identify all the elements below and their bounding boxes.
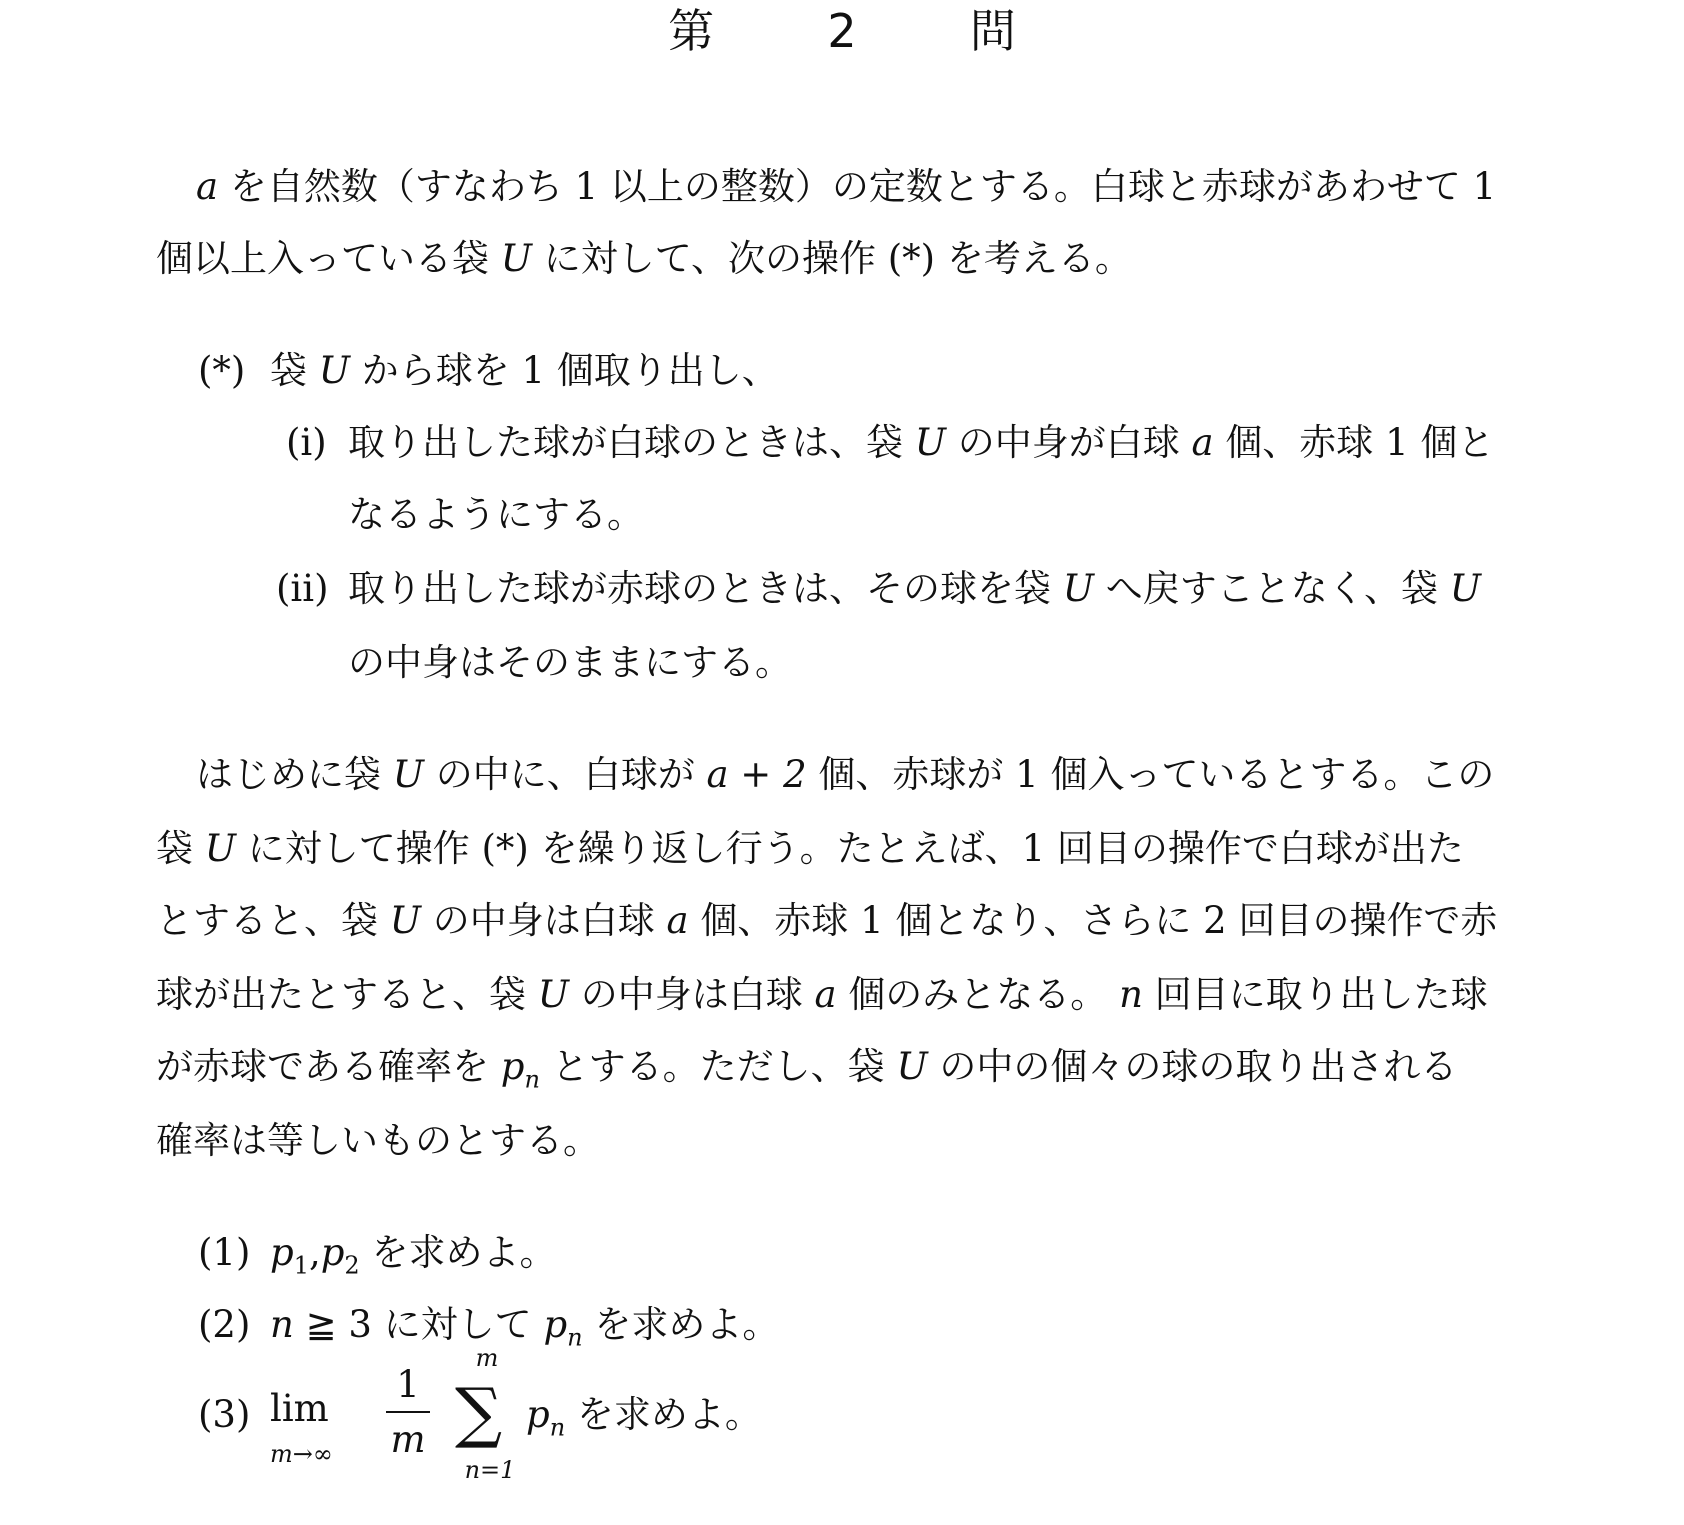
fraction-denominator: m	[390, 1418, 426, 1461]
body-line-5	[156, 1045, 1458, 1094]
var-n: n	[270, 1303, 294, 1346]
subscript-1: 1	[293, 1251, 309, 1280]
case-i-text-a: 取り出した球が白球のときは、袋	[348, 421, 903, 464]
question-1-label: (1)	[198, 1231, 251, 1274]
intro-text-2a: 個以上入っている袋	[156, 237, 489, 280]
var-p2	[320, 1231, 360, 1280]
intro-line-1	[196, 165, 1497, 208]
var-n: n	[1119, 973, 1143, 1016]
var-a: a	[196, 165, 219, 208]
intro-line-2	[156, 237, 1132, 280]
sum-upper-limit: m	[475, 1344, 499, 1372]
body-text: とする。ただし、袋	[551, 1045, 885, 1088]
operation-text-b: から球を 1 個取り出し、	[361, 349, 779, 392]
fraction-bar	[386, 1411, 430, 1413]
question-text: を求めよ。	[371, 1231, 557, 1274]
var-a: a	[814, 973, 837, 1016]
limit-expression	[270, 1344, 762, 1516]
operation-text-a: 袋	[270, 349, 307, 392]
question-text: に対して	[383, 1303, 532, 1346]
var-p1	[270, 1231, 309, 1280]
var-u: U	[204, 827, 236, 870]
var-pn	[526, 1393, 566, 1442]
question-2-label: (2)	[198, 1303, 251, 1346]
case-i-label: (i)	[286, 421, 327, 464]
var-u: U	[896, 1045, 928, 1088]
title-char-2: 2	[827, 4, 857, 58]
body-line-6: 確率は等しいものとする。	[156, 1119, 600, 1162]
question-text: を求めよ。	[594, 1303, 780, 1346]
case-i-line-1	[348, 421, 1495, 464]
operation-label: (*)	[198, 349, 246, 392]
body-text: 個、赤球 1 個となり、さらに 2 回目の操作で赤	[700, 899, 1498, 942]
body-text: が赤球である確率を	[156, 1045, 489, 1088]
operation-line	[270, 349, 779, 392]
var-u: U	[392, 753, 424, 796]
body-line-4	[156, 973, 1488, 1016]
case-i-text-b: の中身が白球	[957, 421, 1180, 464]
page-title	[0, 4, 1684, 58]
body-text: とすると、袋	[156, 899, 378, 942]
body-text: 個のみとなる。	[848, 973, 1108, 1016]
lim-subscript: m→∞	[270, 1440, 333, 1468]
body-text: はじめに袋	[196, 753, 381, 796]
body-text: の中に、白球が	[435, 753, 695, 796]
var-a: a	[1191, 421, 1214, 464]
body-text: 袋	[156, 827, 193, 870]
subscript-n: n	[524, 1065, 540, 1094]
var-u: U	[389, 899, 421, 942]
title-char-3: 問	[969, 4, 1016, 58]
comma: ,	[308, 1231, 321, 1274]
title-char-1: 第	[668, 4, 715, 58]
relation-geq-3: ≧ 3	[305, 1303, 372, 1346]
body-text: 球が出たとすると、袋	[156, 973, 526, 1016]
body-line-1	[196, 753, 1495, 796]
case-ii-label: (ii)	[276, 567, 329, 610]
case-i-line-2: なるようにする。	[348, 493, 644, 536]
subscript-n: n	[567, 1323, 583, 1352]
var-u: U	[500, 237, 532, 280]
subscript-n: n	[549, 1413, 566, 1442]
body-text: の中の個々の球の取り出される	[939, 1045, 1458, 1088]
var-p: p	[526, 1393, 550, 1436]
var-a: a	[666, 899, 689, 942]
intro-text-1: を自然数（すなわち 1 以上の整数）の定数とする。白球と赤球があわせて 1	[229, 165, 1497, 208]
body-text: 個、赤球が 1 個入っているとする。この	[818, 753, 1495, 796]
case-ii-text-a: 取り出した球が赤球のときは、その球を袋	[348, 567, 1051, 610]
question-3-label: (3)	[198, 1393, 251, 1436]
var-pn	[543, 1303, 583, 1352]
body-text: の中身は白球	[580, 973, 803, 1016]
question-1	[270, 1231, 557, 1280]
var-p: p	[543, 1303, 568, 1346]
expr-a-plus-2: a + 2	[706, 753, 807, 796]
question-2	[270, 1303, 780, 1352]
var-p: p	[270, 1231, 294, 1274]
body-line-2	[156, 827, 1464, 870]
var-p: p	[500, 1045, 525, 1088]
case-ii-line-1	[348, 567, 1481, 610]
lim-operator: lim	[270, 1387, 329, 1430]
intro-text-2b: に対して、次の操作 (*) を考える。	[543, 237, 1132, 280]
var-u: U	[318, 349, 350, 392]
body-text: 回目に取り出した球	[1154, 973, 1488, 1016]
var-p: p	[320, 1231, 345, 1274]
question-text: を求めよ。	[576, 1393, 762, 1436]
var-u: U	[1062, 567, 1094, 610]
body-line-3	[156, 899, 1498, 942]
fraction-numerator: 1	[396, 1363, 420, 1406]
sigma-symbol: ∑	[455, 1374, 503, 1451]
case-ii-line-2: の中身はそのままにする。	[348, 641, 792, 684]
body-text: に対して操作 (*) を繰り返し行う。たとえば、1 回目の操作で白球が出た	[247, 827, 1464, 870]
body-text: の中身は白球	[432, 899, 655, 942]
var-u: U	[537, 973, 569, 1016]
sum-lower-limit: n=1	[464, 1456, 516, 1484]
case-ii-text-b: へ戻すことなく、袋	[1105, 567, 1438, 610]
var-u: U	[914, 421, 946, 464]
subscript-2: 2	[344, 1251, 360, 1280]
case-i-text-c: 個、赤球 1 個と	[1225, 421, 1495, 464]
var-pn	[500, 1045, 540, 1094]
var-u: U	[1449, 567, 1481, 610]
sum-body	[526, 1393, 762, 1442]
